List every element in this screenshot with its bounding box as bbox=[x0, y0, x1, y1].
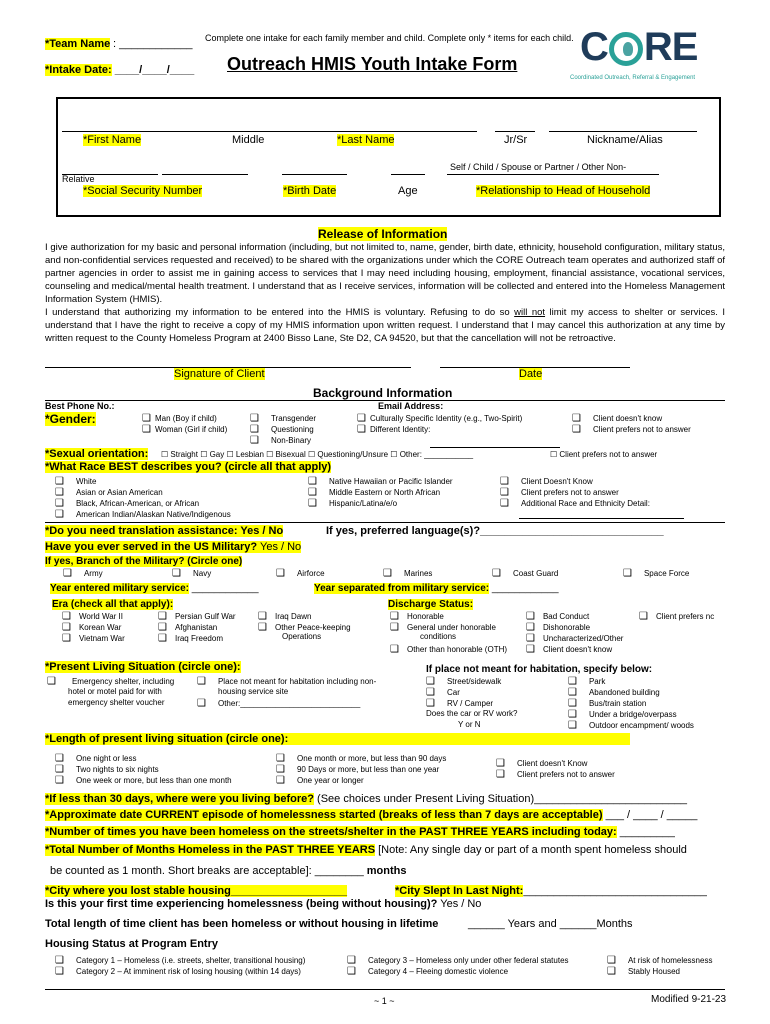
branch-marines-option[interactable]: ❑ Marines bbox=[383, 568, 432, 579]
not-meant-abandoned-option[interactable]: ❑ Abandoned building bbox=[568, 687, 660, 698]
race-native-hawaiian-option[interactable]: ❑ Native Hawaiian or Pacific Islander bbox=[308, 476, 453, 487]
form-title: Outreach HMIS Youth Intake Form bbox=[227, 54, 518, 74]
race-additional-detail-option[interactable]: ❑ Additional Race and Ethnicity Detail: bbox=[500, 498, 650, 509]
housing-stably-housed-option[interactable]: ❑ Stably Housed bbox=[607, 966, 680, 977]
age-label: Age bbox=[398, 185, 418, 197]
length-doesnt-know-option[interactable]: ❑ Client doesn't Know bbox=[496, 758, 587, 769]
race-label: *What Race BEST describes you? (circle all that apply) bbox=[45, 461, 332, 473]
modified-date: Modified 9-21-23 bbox=[651, 994, 727, 1005]
last-name-label: *Last Name bbox=[337, 134, 395, 146]
year-separated-field[interactable]: Year separated from military service: ____________ bbox=[314, 583, 559, 594]
not-meant-street-option[interactable]: ❑ Street/sidewalk bbox=[426, 676, 501, 687]
era-afghanistan-option[interactable]: ❑ Afghanistan bbox=[158, 622, 217, 633]
logo-tagline: Coordinated Outreach, Referral & Engagement bbox=[570, 75, 696, 81]
relationship-options[interactable]: Self / Child / Spouse or Partner / Other Non- bbox=[450, 162, 627, 172]
car-rv-works-yn[interactable]: Y or N bbox=[458, 720, 481, 729]
discharge-label: Discharge Status: bbox=[388, 599, 474, 610]
discharge-bad-conduct-option[interactable]: ❑ Bad Conduct bbox=[526, 611, 589, 622]
preferred-language-field[interactable]: If yes, preferred language(s)?______________________________ bbox=[326, 525, 664, 537]
logo-letters-re: RE bbox=[643, 25, 698, 69]
discharge-dishonorable-option[interactable]: ❑ Dishonorable bbox=[526, 622, 590, 633]
housing-category-3-option[interactable]: ❑ Category 3 – Homeless only under other federal statutes bbox=[347, 955, 569, 966]
email-label: Email Address: bbox=[378, 401, 444, 411]
branch-coast-guard-option[interactable]: ❑ Coast Guard bbox=[492, 568, 558, 579]
branch-airforce-option[interactable]: ❑ Airforce bbox=[276, 568, 325, 579]
race-black-option[interactable]: ❑ Black, African-American, or African bbox=[55, 498, 199, 509]
logo-letter-c: C bbox=[580, 25, 608, 69]
living-not-meant-option[interactable]: ❑ Place not meant for habitation including non- bbox=[197, 676, 376, 687]
length-one-week-option[interactable]: ❑ One week or more, but less than one month bbox=[55, 775, 232, 786]
gender-doesnt-know-option[interactable]: ❑ Client doesn't know bbox=[572, 413, 662, 424]
era-iraq-dawn-option[interactable]: ❑ Iraq Dawn bbox=[258, 611, 311, 622]
discharge-uncharacterized-option[interactable]: ❑ Uncharacterized/Other bbox=[526, 633, 623, 644]
living-situation-label: *Present Living Situation (circle one): bbox=[45, 661, 241, 673]
birth-date-label: *Birth Date bbox=[283, 185, 337, 197]
best-phone-label: Best Phone No.: bbox=[45, 401, 115, 411]
city-lost-field[interactable]: *City where you lost stable housing___________________ bbox=[45, 885, 348, 897]
release-paragraph-2: I understand that authorizing my information to be entered into the HMIS is voluntary. Refusing to do so will not limit my access to shelter or services. I understand that I have the right to receive a copy of my HMIS information upon written request. I understand that I may cancel this authorization at any time by written request to the County Homeless Program at 2400 Bisso Lane, Ste D2, CA 94520, but that the cancellation will not be retroactive. bbox=[45, 307, 726, 344]
gender-man-option[interactable]: ❑ Man (Boy if child) bbox=[142, 413, 217, 424]
signature-label: Signature of Client bbox=[174, 368, 265, 380]
discharge-doesnt-know-option[interactable]: ❑ Client doesn't know bbox=[526, 644, 612, 655]
instruction-text: Complete one intake for each family member and child. Complete only * items for each child. bbox=[205, 33, 574, 43]
jr-sr-label: Jr/Sr bbox=[504, 134, 528, 146]
months-homeless-count[interactable]: be counted as 1 month. Short breaks are acceptable]: ________ months bbox=[50, 865, 407, 877]
core-logo bbox=[580, 25, 697, 70]
intake-date-blank: ____/____/____ bbox=[111, 64, 195, 76]
release-paragraph-1: I give authorization for my basic and personal information (including, but not limited to, name, gender, birth date, ethnicity, household configuration, military status, and non-confidential services requested and received) to be shared with the organizations under which the CORE Outreach team operates and authorized staff of partner agencies in order to assist me in gaining access to services that I may need including housing, employment, financial assistance, vocational services, counseling and medical/mental health treatment. I understand that as I receive services, information will be collected and entered into the Homeless Management Information System (HMIS). bbox=[45, 242, 725, 305]
branch-navy-option[interactable]: ❑ Navy bbox=[172, 568, 211, 579]
date-label: Date bbox=[519, 368, 543, 380]
era-korean-option[interactable]: ❑ Korean War bbox=[62, 622, 121, 633]
length-two-six-nights-option[interactable]: ❑ Two nights to six nights bbox=[55, 764, 159, 775]
intake-date-label: *Intake Date: bbox=[45, 64, 112, 76]
ssn-label: *Social Security Number bbox=[83, 185, 203, 197]
housing-at-risk-option[interactable]: ❑ At risk of homelessness bbox=[607, 955, 712, 966]
gender-culturally-specific-option[interactable]: ❑ Culturally Specific Identity (e.g., Two-Spirit) bbox=[357, 413, 522, 424]
era-vietnam-option[interactable]: ❑ Vietnam War bbox=[62, 633, 125, 644]
not-meant-car-option[interactable]: ❑ Car bbox=[426, 687, 460, 698]
branch-space-force-option[interactable]: ❑ Space Force bbox=[623, 568, 689, 579]
housing-status-label: Housing Status at Program Entry bbox=[45, 938, 218, 950]
era-operations-text: Operations bbox=[282, 632, 322, 641]
housing-category-1-option[interactable]: ❑ Category 1 – Homeless (i.e. streets, shelter, transitional housing) bbox=[55, 955, 305, 966]
discharge-conditions-text: conditions bbox=[420, 632, 457, 641]
living-voucher-text: emergency shelter voucher bbox=[68, 698, 165, 707]
not-meant-encampment-option[interactable]: ❑ Outdoor encampment/ woods bbox=[568, 720, 694, 731]
era-peacekeeping-option[interactable]: ❑ Other Peace-keeping bbox=[258, 622, 351, 633]
team-name-field[interactable]: : ____________ bbox=[113, 38, 193, 50]
not-meant-rv-option[interactable]: ❑ RV / Camper bbox=[426, 698, 493, 709]
race-hispanic-option[interactable]: ❑ Hispanic/Latina/e/o bbox=[308, 498, 397, 509]
era-iraq-freedom-option[interactable]: ❑ Iraq Freedom bbox=[158, 633, 223, 644]
era-ww2-option[interactable]: ❑ World War II bbox=[62, 611, 123, 622]
living-hotel-text: hotel or motel paid for with bbox=[68, 687, 162, 696]
discharge-prefers-not-option[interactable]: ❑ Client prefers nc bbox=[639, 611, 714, 622]
team-name-label: *Team Name bbox=[45, 38, 111, 50]
race-american-indian-option[interactable]: ❑ American Indian/Alaskan Native/Indigenous bbox=[55, 509, 231, 520]
relationship-label: *Relationship to Head of Household bbox=[476, 185, 651, 197]
middle-name-label: Middle bbox=[232, 134, 265, 146]
length-one-night-option[interactable]: ❑ One night or less bbox=[55, 753, 136, 764]
nickname-label: Nickname/Alias bbox=[587, 134, 663, 146]
not-meant-label: If place not meant for habitation, specify below: bbox=[426, 664, 653, 675]
discharge-oth-option[interactable]: ❑ Other than honorable (OTH) bbox=[390, 644, 507, 655]
release-title: Release of Information bbox=[318, 227, 448, 241]
not-meant-park-option[interactable]: ❑ Park bbox=[568, 676, 605, 687]
first-name-label: *First Name bbox=[83, 134, 142, 146]
living-housing-site-text: housing service site bbox=[218, 687, 289, 696]
car-rv-works-question: Does the car or RV work? bbox=[426, 709, 518, 718]
race-doesnt-know-option[interactable]: ❑ Client Doesn't Know bbox=[500, 476, 593, 487]
length-90-days-option[interactable]: ❑ 90 Days or more, but less than one year bbox=[276, 764, 439, 775]
era-label: Era (check all that apply): bbox=[52, 599, 174, 610]
gender-transgender-option[interactable]: ❑ Transgender bbox=[250, 413, 316, 424]
military-question[interactable]: Have you ever served in the US Military? Yes / No bbox=[45, 541, 302, 553]
length-one-month-option[interactable]: ❑ One month or more, but less than 90 days bbox=[276, 753, 446, 764]
race-asian-option[interactable]: ❑ Asian or Asian American bbox=[55, 487, 163, 498]
length-prefers-not-option[interactable]: ❑ Client prefers not to answer bbox=[496, 769, 615, 780]
race-white-option[interactable]: ❑ White bbox=[55, 476, 96, 487]
discharge-honorable-option[interactable]: ❑ Honorable bbox=[390, 611, 444, 622]
not-meant-bridge-option[interactable]: ❑ Under a bridge/overpass bbox=[568, 709, 677, 720]
discharge-general-option[interactable]: ❑ General under honorable bbox=[390, 622, 496, 633]
gender-questioning-option[interactable]: ❑ Questioning bbox=[250, 424, 314, 435]
housing-category-4-option[interactable]: ❑ Category 4 – Fleeing domestic violence bbox=[347, 966, 508, 977]
less-30-days-field[interactable]: *If less than 30 days, where were you living before? (See choices under Present Living Situation)_________________________ bbox=[45, 793, 688, 805]
era-persian-gulf-option[interactable]: ❑ Persian Gulf War bbox=[158, 611, 236, 622]
branch-army-option[interactable]: ❑ Army bbox=[63, 568, 103, 579]
sexual-orientation-refuse[interactable]: ☐ Client prefers not to answer bbox=[550, 450, 658, 459]
length-one-year-option[interactable]: ❑ One year or longer bbox=[276, 775, 364, 786]
gender-nonbinary-option[interactable]: ❑ Non-Binary bbox=[250, 435, 311, 446]
race-middle-eastern-option[interactable]: ❑ Middle Eastern or North African bbox=[308, 487, 440, 498]
gender-different-identity-option[interactable]: ❑ Different Identity: bbox=[357, 424, 430, 435]
translation-question[interactable]: *Do you need translation assistance: Yes / No bbox=[45, 525, 284, 537]
living-other-option[interactable]: ❑ Other:___________________________ bbox=[197, 698, 360, 709]
intake-date-field[interactable] bbox=[45, 64, 194, 76]
city-slept-field[interactable]: *City Slept In Last Night:______________________________ bbox=[395, 885, 707, 897]
total-length-field[interactable]: ______ Years and ______Months bbox=[468, 918, 633, 930]
gender-label: *Gender: bbox=[45, 412, 96, 426]
approx-date-field[interactable]: *Approximate date CURRENT episode of homelessness started (breaks of less than 7 days are acceptable) ___ / ____ / _____ bbox=[45, 809, 698, 821]
length-label: *Length of present living situation (circle one): bbox=[45, 733, 630, 745]
branch-label: If yes, Branch of the Military? (Circle one) bbox=[45, 556, 243, 567]
months-homeless-field[interactable]: *Total Number of Months Homeless in the PAST THREE YEARS [Note: Any single day or part of a month spent homeless should bbox=[45, 844, 687, 856]
identity-box bbox=[56, 97, 721, 217]
year-entered-field[interactable]: Year entered military service: ____________ bbox=[50, 583, 259, 594]
not-meant-bus-option[interactable]: ❑ Bus/train station bbox=[568, 698, 646, 709]
sexual-orientation-options[interactable]: ☐ Straight ☐ Gay ☐ Lesbian ☐ Bisexual ☐ Questioning/Unsure ☐ Other: ___________ bbox=[161, 450, 474, 459]
logo-person-icon bbox=[609, 32, 643, 66]
total-length-label: Total length of time client has been homeless or without housing in lifetime bbox=[45, 918, 439, 930]
page-number: ~ 1 ~ bbox=[374, 996, 395, 1006]
housing-category-2-option[interactable]: ❑ Category 2 – At imminent risk of losing housing (within 14 days) bbox=[55, 966, 301, 977]
living-emergency-shelter-option[interactable]: ❑ Emergency shelter, including bbox=[47, 676, 174, 687]
gender-prefers-not-option[interactable]: ❑ Client prefers not to answer bbox=[572, 424, 691, 435]
race-prefers-not-option[interactable]: ❑ Client prefers not to answer bbox=[500, 487, 619, 498]
background-title: Background Information bbox=[313, 386, 453, 400]
gender-woman-option[interactable]: ❑ Woman (Girl if child) bbox=[142, 424, 227, 435]
sexual-orientation-label: *Sexual orientation: bbox=[45, 448, 149, 460]
first-time-question[interactable]: Is this your first time experiencing homelessness (being without housing)? Yes / No bbox=[45, 898, 482, 910]
times-homeless-field[interactable]: *Number of times you have been homeless on the streets/shelter in the PAST THREE YEARS including today: _________ bbox=[45, 826, 675, 838]
relative-text: Relative bbox=[62, 174, 95, 184]
